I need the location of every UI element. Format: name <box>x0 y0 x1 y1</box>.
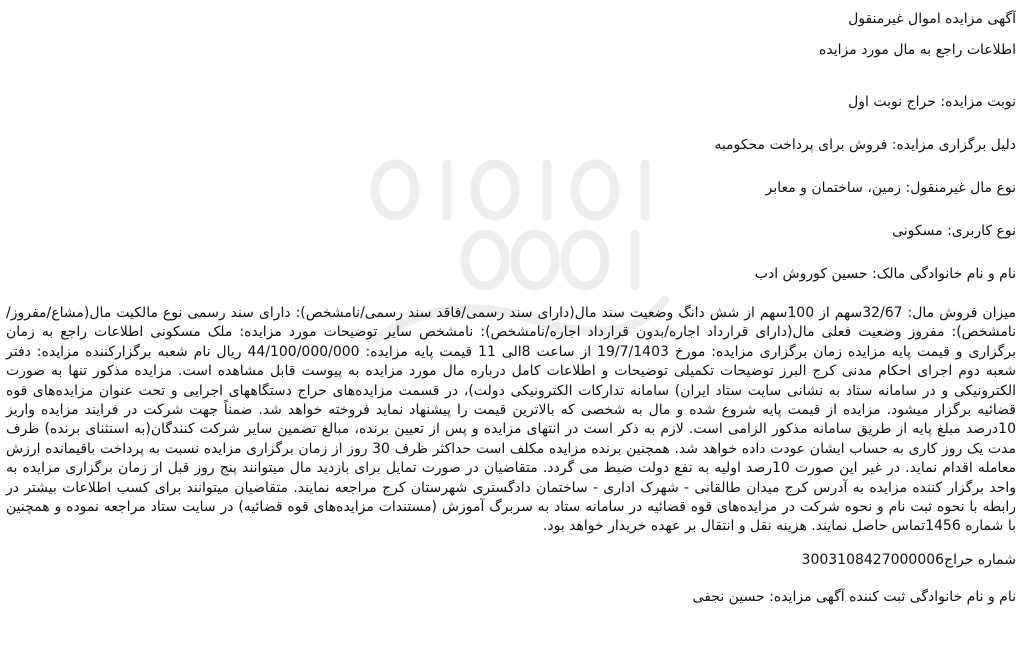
notice-subtitle: اطلاعات راجع به مال مورد مزایده <box>819 42 1016 58</box>
notice-title: آگهی مزایده اموال غیرمنقول <box>848 11 1016 27</box>
auction-round: نوبت مزایده: حراج نوبت اول <box>848 94 1016 110</box>
registrar-name: نام و نام خانوادگی ثبت کننده آگهی مزایده: حسین نجفی <box>692 588 1016 605</box>
usage-type: نوع کاربری: مسکونی <box>892 223 1016 239</box>
auction-reason: دلیل برگزاری مزایده: فروش برای پرداخت محکومبه <box>714 137 1016 153</box>
auction-notice <box>6 4 1016 613</box>
auction-number: شماره حراج3003108427000006 <box>801 551 1016 568</box>
owner-name: نام و نام خانوادگی مالک: حسین کوروش ادب <box>754 266 1016 282</box>
notice-body-paragraph: میزان فروش مال: 32/67سهم از 100سهم از شش دانگ وضعیت سند مال(دارای سند رسمی/فاقد سند رسمی/نامشخص): دارای سند رسمی نوع مالکیت مال(مشاع/مفروز/نامشخص): مفروز وضعیت فعلی مال(دارای قرارداد اجاره/بدون قرارداد اجاره/نامشخص): نامشخص سایر توضیحات مورد مزایده: ملک مسکونی اطلاعات راجع به زمان برگزاری و قیمت پایه مزایده زمان برگزاری مزایده: مورخ 19/7/1403 از ساعت 8الی 11 قیمت پایه مزایده: 44/100/000/000 ریال نام شعبه برگزارکننده مزایده: دفتر شعبه دوم اجرای احکام مدنی کرج البرز توضیحات تکمیلی توضیحات و اطلاعات کامل درباره مال مورد مزایده به پیوست قابل مشاهده است. مزایده مذکور تنها به صورت الکترونیکی و در سامانه ستاد به نشانی سایت ستاد ایران) سامانه تدارکات الکترونیکی دولت)، در قسمت مزایده‌های حراج دستگاههای اجرایی و تحت عنوان مزایده‌های قوه قضائیه برگزار میشود. مزایده از قیمت پایه شروع شده و مال به شخصی که بالاترین قیمت را پیشنهاد نماید فروخته خواهد شد. ضمناً جهت شرکت در فرایند مزایده واریز 10درصد مبلغ پایه از طریق سامانه مذکور الزامی است. لازم به ذکر است در انتهای مزایده و پس از تعیین برنده، مبالغ تضمین سایر شرکت کنندگان(به استثنای برنده) ظرف مدت یک روز کاری به حساب ایشان عودت داده خواهد شد. همچنین برنده مزایده مکلف است حداکثر ظرف 30 روز از زمان برگزاری مزایده نسبت به پرداخت باقیمانده ارزش معامله اقدام نماید. در غیر این صورت 10رصد اولیه به نفع دولت ضبط می گردد. متقاضیان در صورت تمایل برای بازدید مال میتوانند پنج روز قبل از زمان برگزاری مزایده به واحد برگزار کننده مزایده به آدرس کرج میدان طالقانی - شهرک اداری - ساختمان دادگستری شهرستان کرج مراجعه نمایند. متقاضیان میتوانند برای کسب اطلاعات بیشتر در رابطه با نحوه ثبت نام و نحوه شرکت در مزایده‌های قوه قضائیه در سامانه ستاد به سربرگ آموزش (مستندات مزایده‌های قوه قضائیه) در سایت ستاد مراجعه نموده و همچنین با شماره 1456تماس حاصل نمایند. هزینه نقل و انتقال بر عهده خریدار خواهد بود. <box>6 305 1016 535</box>
property-type: نوع مال غیرمنقول: زمین، ساختمان و معابر <box>765 180 1016 196</box>
